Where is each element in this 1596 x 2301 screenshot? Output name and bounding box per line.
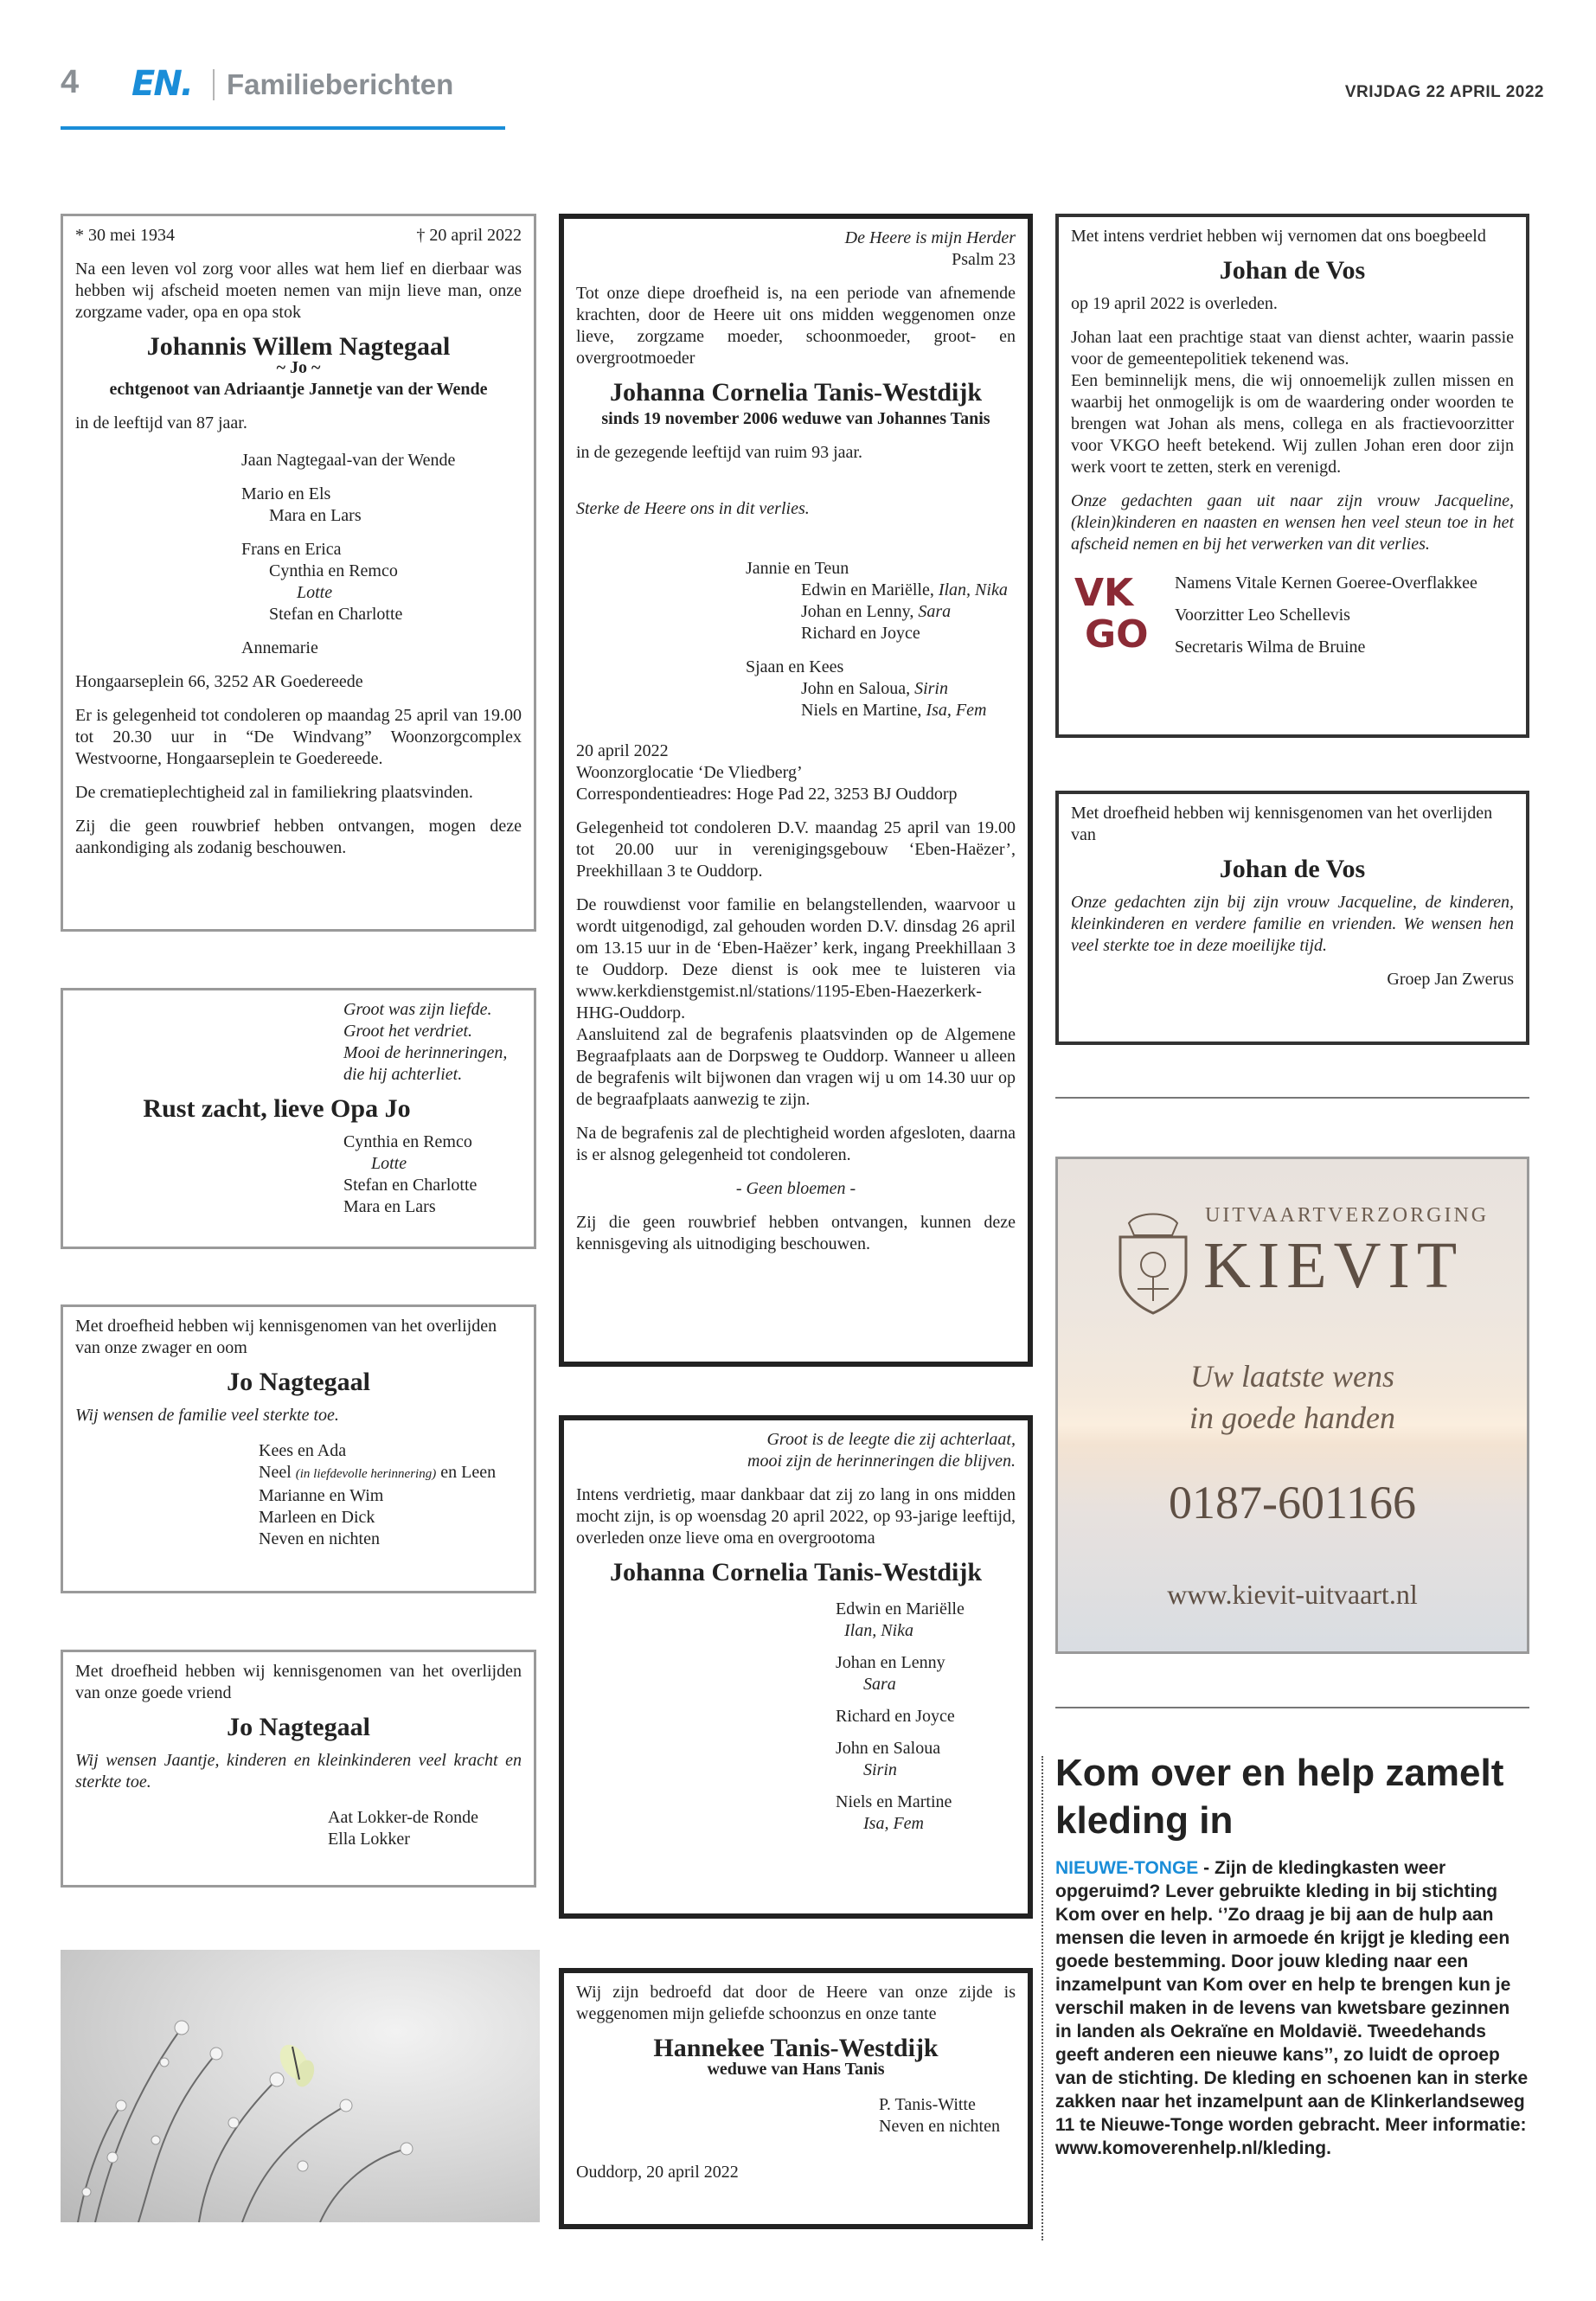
deceased-name: Jo Nagtegaal [227,1713,370,1741]
obituary-intro: Met intens verdriet hebben wij vernomen dat ons boegbeeld [1071,227,1486,246]
obituary-zwager-oom [61,1304,536,1593]
deceased-name: Johan de Vos [1219,256,1366,285]
cremation-info: De crematieplechtigheid zal in familiekring plaatsvinden. [75,783,473,802]
deceased-name: Johannis Willem Nagtegaal [146,332,451,361]
obituary-johan-de-vos-vkgo [1055,214,1529,738]
family-member: Cynthia en Remco [269,561,398,580]
thoughts-line: Onze gedachten zijn bij zijn vrouw Jacqueline, de kinderen, kleinkinderen en verdere familie en vrienden. We wensen hen veel sterkte toe in deze moeilijke tijd. [1071,893,1514,955]
location-line: Woonzorglocatie ‘De Vliedberg’ [576,763,803,782]
svg-text:GO: GO [1085,612,1149,654]
divider-line [1055,1097,1529,1099]
kievit-slogan: Uw laatste wens in goede handen [1189,1359,1395,1435]
verse-line: mooi zijn de herinneringen die blijven. [747,1452,1016,1471]
signature: Ella Lokker [328,1830,410,1849]
family-member: Mara en Lars [269,506,362,525]
signature: Groep Jan Zwerus [1387,970,1514,989]
wish-line: Wij wensen Jaantje, kinderen en kleinkinderen veel kracht en sterkte toe. [75,1751,522,1791]
obituary-hannekee-tanis [559,1968,1033,2229]
family-member: Niels en Martine, Isa, Fem [801,701,987,720]
obituary-intro: Met droefheid hebben wij kennisgenomen van het overlijden van onze goede vriend [75,1662,522,1702]
family-member: John en Saloua, Sirin [801,679,948,698]
family-member: Cynthia en Remco [343,1132,472,1151]
place-date: Ouddorp, 20 april 2022 [576,2163,739,2182]
kievit-advertisement[interactable] [1055,1157,1529,1654]
signature: Secretaris Wilma de Bruine [1175,638,1366,657]
deceased-name: Hannekee Tanis-Westdijk [653,2034,939,2062]
family-member: John en Saloua [836,1739,941,1758]
condolence-info: Gelegenheid tot condoleren D.V. maandag 25 april van 19.00 tot 20.00 uur in verenigingsgebouw ‘Eben-Haëzer’, Preekhillaan 3 te Ouddorp. [576,818,1016,881]
butterfly-flower-photo [61,1950,540,2222]
obituary-tanis-westdijk-main [559,214,1033,1367]
family-member: Ilan, Nika [844,1621,913,1640]
family-member: Stefan en Charlotte [269,605,403,624]
obituary-goede-vriend [61,1650,536,1888]
family-member: Sara [863,1675,896,1694]
thoughts-line: Onze gedachten gaan uit naar zijn vrouw Jacqueline, (klein)kinderen en naasten en wensen hen veel steun toe in het afscheid nemen en bij het verwerken van dit verlies. [1071,491,1514,554]
vkgo-logo [1071,567,1157,654]
svg-text:VK: VK [1074,571,1134,615]
article-headline: Kom over en help zamelt kleding in [1055,1752,1504,1842]
obituary-intro: Met droefheid hebben wij kennisgenomen van het overlijden van [1071,804,1493,844]
family-member: Marianne en Wim [259,1486,384,1505]
tribute-paragraph: Een beminnelijk mens, die wij onnoemelijk zullen missen en waarbij het onmogelijk is om de waardering onder woorden te brengen wat Johan als mens, collega en als fractievoorzitter voor VKGO heeft betekend. Wij zullen Johan eren door zijn werk voort te zetten, sterk en verenigd. [1071,371,1514,477]
obituary-title: Rust zacht, lieve Opa Jo [143,1094,411,1123]
family-member: Jannie en Teun [746,559,849,578]
nickname: ~ Jo ~ [276,358,321,377]
flowers-note: - Geen bloemen - [735,1179,856,1198]
issue-date: VRIJDAG 22 APRIL 2022 [1344,83,1544,101]
signature: P. Tanis-Witte [879,2095,976,2114]
burial-info: Aansluitend zal de begrafenis plaatsvinden op de Algemene Begraafplaats aan de Dorpsweg te Ouddorp. Wanneer u alleen de begrafenis wilt bijwonen dan vragen wij u om 14.30 uur op de begraafplaats aanwezig te zijn. [576,1025,1016,1109]
notice: Zij die geen rouwbrief hebben ontvangen, mogen deze aankondiging als zodanig beschouwen. [75,817,522,857]
strength-line: Sterke de Heere ons in dit verlies. [576,499,810,518]
signature: Aat Lokker-de Ronde [328,1808,478,1827]
family-member: Neel (in liefdevolle herinnering) en Leen [259,1463,497,1482]
deceased-name: Johanna Cornelia Tanis-Westdijk [609,1558,983,1586]
family-member: Lotte [371,1154,407,1173]
kievit-phone[interactable]: 0187-601166 [1169,1477,1416,1529]
obituary-intro: Met droefheid hebben wij kennisgenomen van het overlijden van onze zwager en oom [75,1317,497,1357]
kievit-url[interactable]: www.kievit-uitvaart.nl [1167,1579,1418,1610]
family-member: Sjaan en Kees [746,657,844,676]
butterfly-flower-image [61,1950,540,2222]
family-member: Marleen en Dick [259,1508,375,1527]
article-body [1055,1856,1529,2160]
spouse-line: echtgenoot van Adriaantje Jannetje van der Wende [109,380,488,399]
obituary-intro: Wij zijn bedroefd dat door de Heere van onze zijde is weggenomen mijn geliefde schoonzus en onze tante [576,1983,1016,2023]
verse-reference: Psalm 23 [952,250,1016,269]
deceased-name: Jo Nagtegaal [227,1368,370,1396]
age-line: in de gezegende leeftijd van ruim 93 jaar. [576,443,862,462]
date-line: op 19 april 2022 is overleden. [1071,294,1278,313]
address: Correspondentieadres: Hoge Pad 22, 3253 BJ Ouddorp [576,785,958,804]
deceased-name: Johanna Cornelia Tanis-Westdijk [609,378,983,407]
family-member: Isa, Fem [863,1814,924,1833]
poem-line: Groot het verdriet. [343,1022,473,1041]
family-member: Sirin [863,1760,897,1779]
family-member: Mario en Els [241,484,331,503]
family-member: Edwin en Mariëlle [836,1599,965,1618]
birth-date: * 30 mei 1934 [75,226,175,245]
family-member: Johan en Lenny, Sara [801,602,952,621]
after-info: Na de begrafenis zal de plechtigheid worden afgesloten, daarna is er alsnog gelegenheid tot condoleren. [576,1124,1016,1164]
family-member: Lotte [297,583,333,602]
widow-line: sinds 19 november 2006 weduwe van Johannes Tanis [601,409,990,428]
dotted-divider [1042,1756,1043,2240]
obituary-oma-overgrootoma [559,1415,1033,1919]
obituary-nagtegaal-family [61,214,536,932]
family-member: Neven en nichten [259,1529,380,1548]
poem-line: Mooi de herinneringen, [343,1043,508,1062]
signature: Neven en nichten [879,2117,1000,2136]
verse-line: De Heere is mijn Herder [844,228,1016,247]
family-member: Mara en Lars [343,1197,436,1216]
family-member: Edwin en Mariëlle, Ilan, Nika [801,580,1008,599]
header-divider [213,69,215,100]
service-info: De rouwdienst voor familie en belangstellenden, waarvoor u wordt uitgenodigd, zal gehouden worden D.V. dinsdag 26 april om 13.15 uur in de ‘Eben-Haëzer’ kerk, ingang Preekhillaan 3 te Ouddorp. Deze dienst is ook mee te luisteren via www.kerkdienstgemist.nl/stations/1195-Eben-Haezerkerk-HHG-Ouddorp. [576,895,1016,1022]
family-member: Annemarie [241,638,318,657]
signature: Namens Vitale Kernen Goeree-Overflakkee [1175,574,1477,593]
obituary-intro: Na een leven vol zorg voor alles wat hem lief en dierbaar was hebben wij afscheid moeten nemen van mijn lieve man, onze zorgzame vader, opa en opa stok [75,260,522,322]
divider-line [1055,1707,1529,1708]
article-text: - Zijn de kledingkasten weer opgeruimd? Lever gebruikte kleding in bij stichting Kom over en help. ‘’Zo draag je bij aan de hulp aan mensen die leven in armoede én krijgt je kleding een goede bestemming. Door jouw kleding naar een inzamelpunt van Kom over en help te brengen kun je verschil maken in de levens van kwetsbare gezinnen in landen als Oekraïne en Moldavië. Tweedehands geeft anderen een nieuwe kans’’, zo luidt de oproep van de stichting. De kleding en schoenen kan in sterke zakken naar het inzamelpunt aan de Klinkerlandseweg 11 te Nieuwe-Tonge worden gebracht. Meer informatie: www.komoverenhelp.nl/kleding. [1055,1858,1529,2158]
notice: Zij die geen rouwbrief hebben ontvangen, kunnen deze kennisgeving als uitnodiging beschouwen. [576,1213,1016,1253]
family-member: Richard en Joyce [836,1707,955,1726]
condolence-info: Er is gelegenheid tot condoleren op maandag 25 april van 19.00 tot 20.30 uur in “De Windvang” Woonzorgcomplex Westvoorne, Hongaarseplein te Goedereede. [75,706,522,768]
obituary-opa-jo [61,988,536,1249]
verse-line: Groot is de leegte die zij achterlaat, [766,1430,1016,1449]
family-member: Frans en Erica [241,540,342,559]
tribute-paragraph: Johan laat een prachtige staat van dienst achter, waarin passie voor de gemeentepolitiek tekenend was. [1071,328,1514,369]
family-member: Niels en Martine [836,1792,952,1811]
kievit-brand: KIEVIT [1203,1229,1465,1302]
age-line: in de leeftijd van 87 jaar. [75,413,247,433]
family-member: Kees en Ada [259,1441,347,1460]
newspaper-logo: EN. [131,64,192,104]
obituary-johan-de-vos-zwerus [1055,791,1529,1045]
death-date: † 20 april 2022 [416,226,522,245]
widow-line: weduwe van Hans Tanis [707,2060,885,2079]
obituary-intro: Tot onze diepe droefheid is, na een periode van afnemende krachten, door de Heere uit ons midden weggenomen onze lieve, zorgzame moeder, schoonmoeder, groot- en overgrootmoeder [576,284,1016,368]
family-member: Richard en Joyce [801,624,920,643]
section-title: Familieberichten [227,68,454,100]
page-number: 4 [61,64,80,100]
wish-line: Wij wensen de familie veel sterkte toe. [75,1406,339,1425]
family-member: Jaan Nagtegaal-van der Wende [241,451,456,470]
deceased-name: Johan de Vos [1219,855,1366,883]
signature: Voorzitter Leo Schellevis [1175,606,1350,625]
kievit-tagline: UITVAARTVERZORGING [1205,1204,1490,1227]
header-accent-line [61,126,505,130]
obituary-intro: Intens verdrietig, maar dankbaar dat zij zo lang in ons midden mocht zijn, is op woensdag 20 april 2022, op 93-jarige leeftijd, overleden onze lieve oma en overgrootoma [576,1485,1016,1548]
family-member: Stefan en Charlotte [343,1176,478,1195]
article-location: NIEUWE-TONGE [1055,1858,1199,1878]
kievit-crest-icon [1112,1211,1195,1315]
poem-line: Groot was zijn liefde. [343,1000,492,1019]
poem-line: die hij achterliet. [343,1065,463,1084]
date-line: 20 april 2022 [576,741,669,760]
address: Hongaarseplein 66, 3252 AR Goedereede [75,672,363,691]
family-member: Johan en Lenny [836,1653,945,1672]
